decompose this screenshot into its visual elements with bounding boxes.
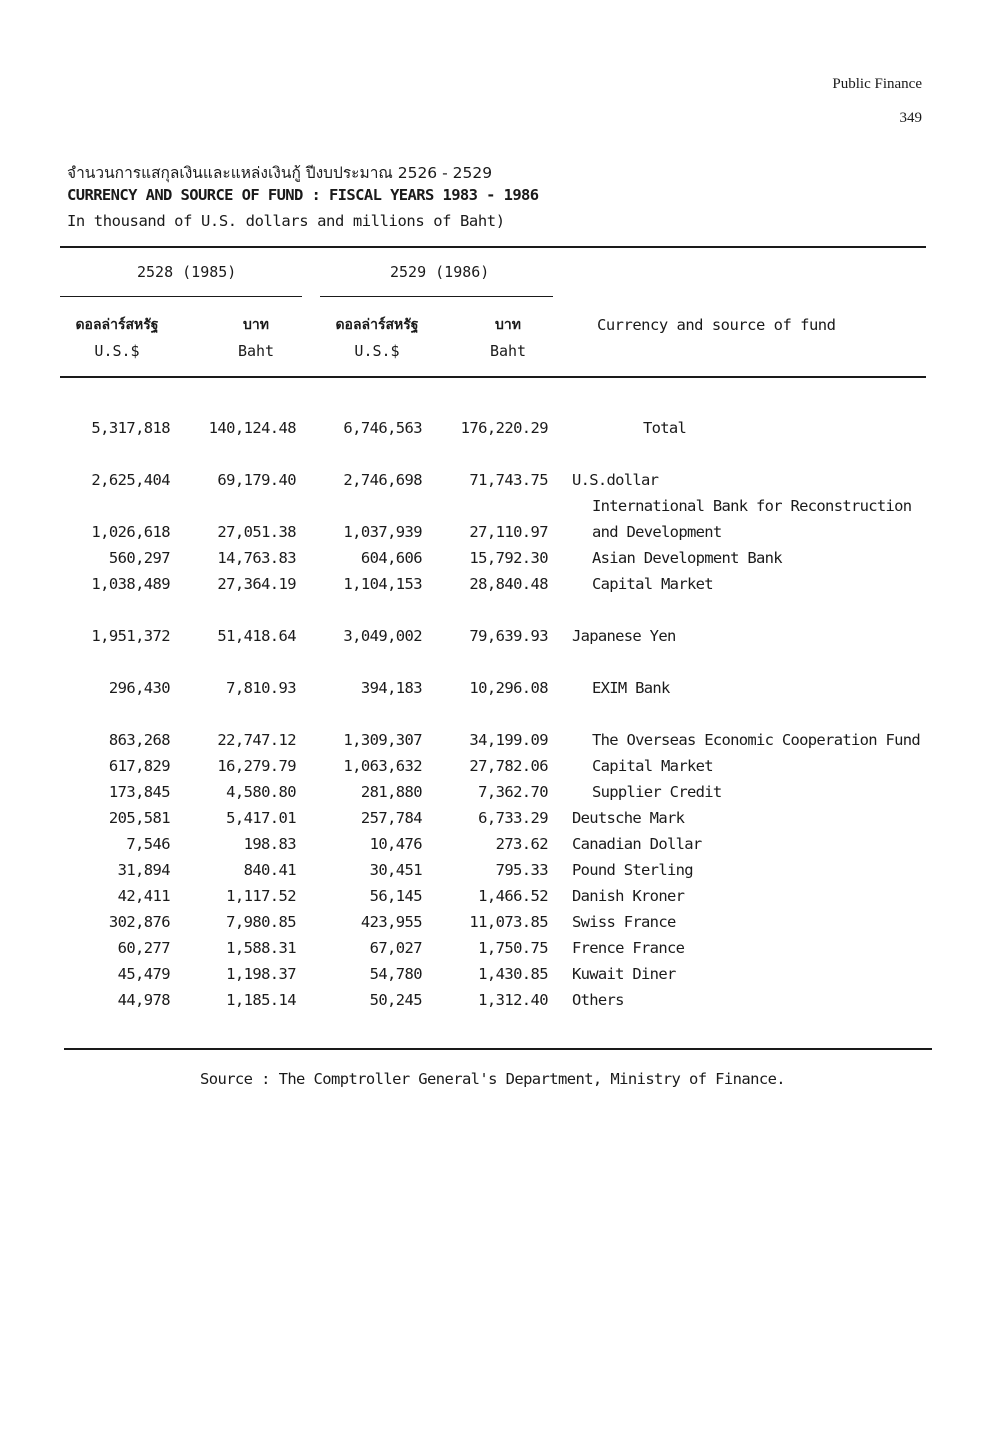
currency-source-label: Capital Market bbox=[592, 575, 713, 593]
table-row bbox=[0, 419, 990, 441]
year-header-1986: 2529 (1986) bbox=[390, 263, 490, 281]
usd-1986-value: 54,780 bbox=[369, 965, 422, 983]
baht-1985-value: 14,763.83 bbox=[217, 549, 296, 567]
col-usd-thai: ดอลล่าร์สหรัฐ bbox=[75, 317, 159, 333]
usd-1986-value: 423,955 bbox=[360, 913, 422, 931]
currency-source-label: Swiss France bbox=[572, 913, 676, 931]
usd-1986-value: 50,245 bbox=[369, 991, 422, 1009]
col-baht-en: Baht bbox=[237, 342, 275, 360]
table-row bbox=[0, 549, 990, 571]
col-baht-thai: บาท bbox=[243, 317, 269, 333]
usd-1986-value: 257,784 bbox=[360, 809, 422, 827]
baht-1985-value: 16,279.79 bbox=[217, 757, 296, 775]
year-1986-underline bbox=[320, 296, 553, 297]
baht-1985-value: 22,747.12 bbox=[217, 731, 296, 749]
currency-source-label: and Development bbox=[592, 523, 722, 541]
usd-1985-value: 1,026,618 bbox=[91, 523, 170, 541]
table-row bbox=[0, 757, 990, 779]
baht-1985-value: 1,117.52 bbox=[226, 887, 296, 905]
baht-1986-value: 34,199.09 bbox=[469, 731, 548, 749]
baht-1985-value: 140,124.48 bbox=[208, 419, 296, 437]
col-baht-1985 bbox=[210, 314, 302, 360]
usd-1985-value: 42,411 bbox=[117, 887, 170, 905]
currency-source-label: U.S.dollar bbox=[572, 471, 659, 489]
baht-1986-value: 1,750.75 bbox=[478, 939, 548, 957]
table-row bbox=[0, 783, 990, 805]
table-row bbox=[0, 809, 990, 831]
usd-1986-value: 6,746,563 bbox=[343, 419, 422, 437]
table-row bbox=[0, 679, 990, 701]
baht-1985-value: 1,185.14 bbox=[226, 991, 296, 1009]
title-thai: จำนวนการแสกุลเงินและแหล่งเงินกู้ ปีงบประมาณ 2526 - 2529 bbox=[67, 164, 493, 182]
baht-1986-value: 795.33 bbox=[495, 861, 548, 879]
table-row bbox=[0, 965, 990, 987]
table-row bbox=[0, 861, 990, 883]
running-header: Public Finance bbox=[832, 76, 922, 92]
table-bottom-rule bbox=[64, 1048, 932, 1050]
baht-1985-value: 7,980.85 bbox=[226, 913, 296, 931]
baht-1985-value: 1,588.31 bbox=[226, 939, 296, 957]
usd-1986-value: 604,606 bbox=[360, 549, 422, 567]
baht-1986-value: 6,733.29 bbox=[478, 809, 548, 827]
title-unit-note: In thousand of U.S. dollars and millions of Baht) bbox=[67, 212, 505, 230]
usd-1986-value: 394,183 bbox=[360, 679, 422, 697]
usd-1986-value: 3,049,002 bbox=[343, 627, 422, 645]
baht-1986-value: 1,430.85 bbox=[478, 965, 548, 983]
col-usd-en: U.S.$ bbox=[354, 342, 400, 360]
usd-1986-value: 1,063,632 bbox=[343, 757, 422, 775]
currency-source-label: Kuwait Diner bbox=[572, 965, 676, 983]
year-1985-underline bbox=[60, 296, 302, 297]
baht-1986-value: 1,312.40 bbox=[478, 991, 548, 1009]
col-usd-1986 bbox=[322, 314, 432, 360]
usd-1985-value: 2,625,404 bbox=[91, 471, 170, 489]
usd-1985-value: 45,479 bbox=[117, 965, 170, 983]
baht-1985-value: 27,051.38 bbox=[217, 523, 296, 541]
currency-source-label: Asian Development Bank bbox=[592, 549, 782, 567]
currency-source-label: Canadian Dollar bbox=[572, 835, 702, 853]
year-header-1985: 2528 (1985) bbox=[137, 263, 237, 281]
usd-1985-value: 60,277 bbox=[117, 939, 170, 957]
currency-source-label: Pound Sterling bbox=[572, 861, 693, 879]
page-number: 349 bbox=[899, 110, 922, 126]
currency-source-label: EXIM Bank bbox=[592, 679, 670, 697]
table-row bbox=[0, 731, 990, 753]
usd-1985-value: 5,317,818 bbox=[91, 419, 170, 437]
usd-1985-value: 302,876 bbox=[108, 913, 170, 931]
table-row bbox=[0, 523, 990, 545]
currency-source-label: Capital Market bbox=[592, 757, 713, 775]
baht-1986-value: 27,782.06 bbox=[469, 757, 548, 775]
usd-1986-value: 10,476 bbox=[369, 835, 422, 853]
currency-source-label: Japanese Yen bbox=[572, 627, 676, 645]
currency-source-label: Total bbox=[643, 419, 687, 437]
usd-1985-value: 560,297 bbox=[108, 549, 170, 567]
title-english: CURRENCY AND SOURCE OF FUND : FISCAL YEARS 1983 - 1986 bbox=[67, 186, 539, 204]
baht-1986-value: 28,840.48 bbox=[469, 575, 548, 593]
currency-source-label: Danish Kroner bbox=[572, 887, 685, 905]
table-row bbox=[0, 627, 990, 649]
currency-source-label: The Overseas Economic Cooperation Fund bbox=[592, 731, 921, 749]
table-row bbox=[0, 471, 990, 493]
currency-source-label: Supplier Credit bbox=[592, 783, 722, 801]
baht-1986-value: 71,743.75 bbox=[469, 471, 548, 489]
baht-1985-value: 5,417.01 bbox=[226, 809, 296, 827]
currency-source-label: Others bbox=[572, 991, 624, 1009]
usd-1986-value: 2,746,698 bbox=[343, 471, 422, 489]
usd-1985-value: 296,430 bbox=[108, 679, 170, 697]
baht-1986-value: 11,073.85 bbox=[469, 913, 548, 931]
baht-1985-value: 198.83 bbox=[243, 835, 296, 853]
header-bottom-rule bbox=[60, 376, 926, 378]
col-currency-source: Currency and source of fund bbox=[597, 316, 836, 334]
usd-1986-value: 281,880 bbox=[360, 783, 422, 801]
col-usd-1985 bbox=[62, 314, 172, 360]
col-baht-thai: บาท bbox=[495, 317, 521, 333]
table-row bbox=[0, 575, 990, 597]
usd-1985-value: 44,978 bbox=[117, 991, 170, 1009]
col-baht-en: Baht bbox=[489, 342, 527, 360]
baht-1985-value: 840.41 bbox=[243, 861, 296, 879]
col-baht-1986 bbox=[462, 314, 554, 360]
usd-1986-value: 1,104,153 bbox=[343, 575, 422, 593]
baht-1986-value: 7,362.70 bbox=[478, 783, 548, 801]
source-note: Source : The Comptroller General's Department, Ministry of Finance. bbox=[200, 1070, 786, 1088]
usd-1985-value: 863,268 bbox=[108, 731, 170, 749]
baht-1986-value: 79,639.93 bbox=[469, 627, 548, 645]
usd-1985-value: 31,894 bbox=[117, 861, 170, 879]
table-row bbox=[0, 991, 990, 1013]
table-row bbox=[0, 939, 990, 961]
usd-1985-value: 7,546 bbox=[126, 835, 170, 853]
baht-1986-value: 15,792.30 bbox=[469, 549, 548, 567]
usd-1985-value: 1,038,489 bbox=[91, 575, 170, 593]
usd-1985-value: 617,829 bbox=[108, 757, 170, 775]
table-top-rule bbox=[60, 246, 926, 248]
baht-1986-value: 273.62 bbox=[495, 835, 548, 853]
baht-1985-value: 51,418.64 bbox=[217, 627, 296, 645]
baht-1985-value: 7,810.93 bbox=[226, 679, 296, 697]
col-usd-thai: ดอลล่าร์สหรัฐ bbox=[335, 317, 419, 333]
currency-source-label: International Bank for Reconstruction bbox=[592, 497, 912, 515]
table-row bbox=[0, 913, 990, 935]
usd-1985-value: 1,951,372 bbox=[91, 627, 170, 645]
baht-1986-value: 10,296.08 bbox=[469, 679, 548, 697]
table-row bbox=[0, 835, 990, 857]
currency-source-label: Frence France bbox=[572, 939, 685, 957]
usd-1986-value: 1,037,939 bbox=[343, 523, 422, 541]
baht-1985-value: 27,364.19 bbox=[217, 575, 296, 593]
table-row bbox=[0, 497, 990, 519]
baht-1985-value: 4,580.80 bbox=[226, 783, 296, 801]
baht-1986-value: 27,110.97 bbox=[469, 523, 548, 541]
usd-1985-value: 173,845 bbox=[108, 783, 170, 801]
usd-1985-value: 205,581 bbox=[108, 809, 170, 827]
usd-1986-value: 1,309,307 bbox=[343, 731, 422, 749]
baht-1985-value: 69,179.40 bbox=[217, 471, 296, 489]
baht-1985-value: 1,198.37 bbox=[226, 965, 296, 983]
usd-1986-value: 67,027 bbox=[369, 939, 422, 957]
usd-1986-value: 30,451 bbox=[369, 861, 422, 879]
col-usd-en: U.S.$ bbox=[94, 342, 140, 360]
currency-source-label: Deutsche Mark bbox=[572, 809, 685, 827]
baht-1986-value: 1,466.52 bbox=[478, 887, 548, 905]
table-row bbox=[0, 887, 990, 909]
baht-1986-value: 176,220.29 bbox=[460, 419, 548, 437]
usd-1986-value: 56,145 bbox=[369, 887, 422, 905]
